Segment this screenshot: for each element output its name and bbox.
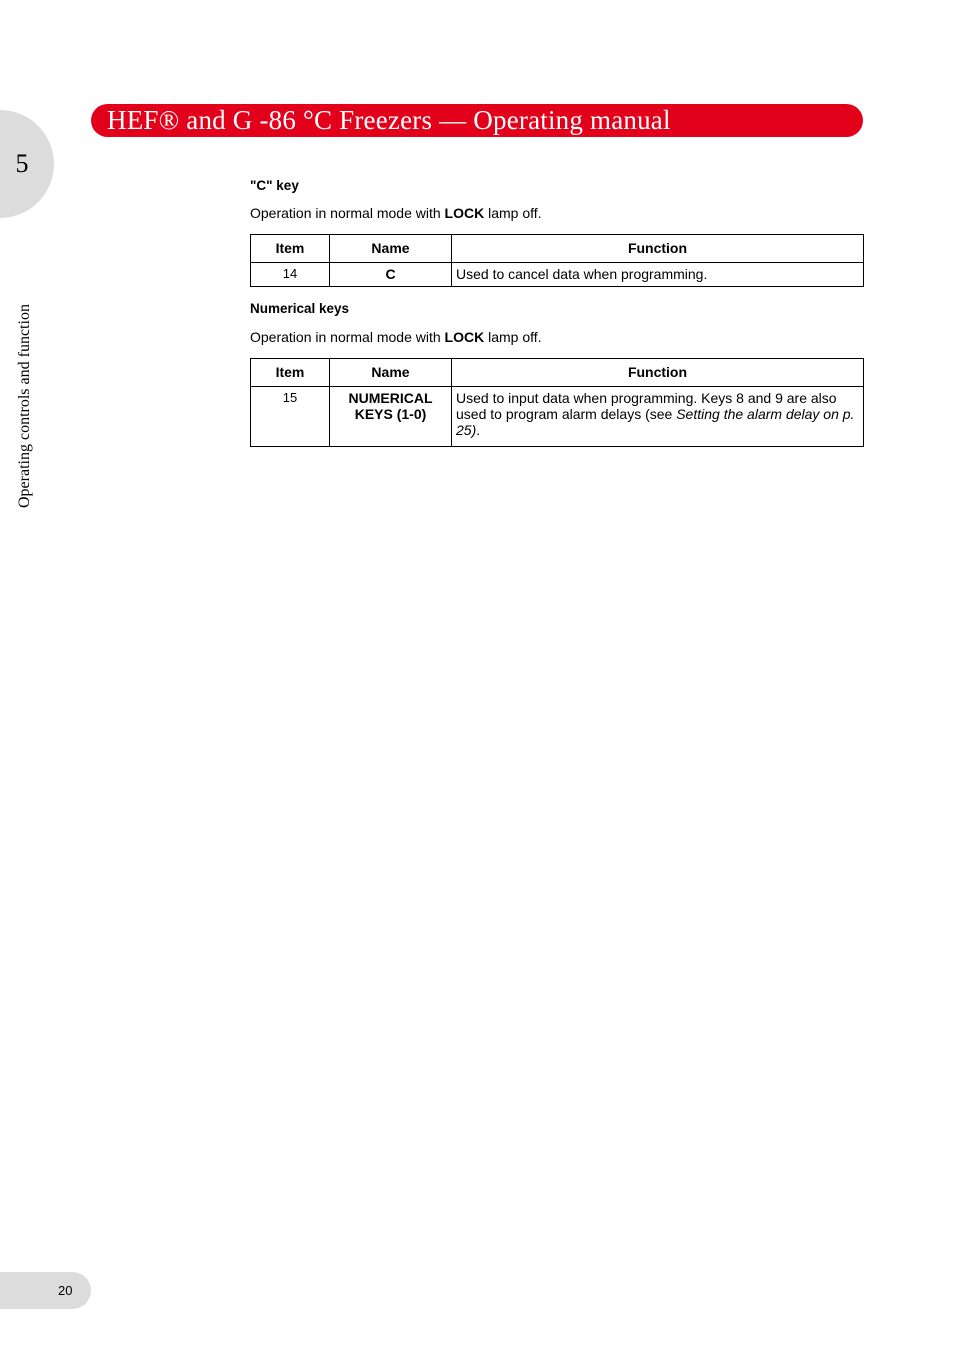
cell-name: C — [330, 263, 452, 287]
intro-text-end: lamp off. — [484, 205, 542, 221]
col-header-item: Item — [251, 359, 330, 387]
col-header-function: Function — [452, 359, 864, 387]
page-number: 20 — [58, 1283, 73, 1298]
document-title: HEF® and G -86 °C Freezers — Operating manual — [107, 105, 671, 135]
cell-item: 14 — [251, 263, 330, 287]
function-text: Used to input data when programming. Keys 8 and 9 are also used to program alarm delays (see — [456, 390, 837, 422]
cell-function — [452, 387, 864, 447]
col-header-name: Name — [330, 359, 452, 387]
chapter-number: 5 — [15, 149, 29, 178]
table-row — [251, 387, 864, 447]
numerical-keys-table — [250, 358, 864, 447]
c-key-table — [250, 234, 864, 287]
intro-text: Operation in normal mode with — [250, 329, 445, 345]
table-header-row — [251, 359, 864, 387]
chapter-tab — [0, 110, 54, 218]
function-text-end: . — [476, 422, 481, 438]
cross-reference-link[interactable]: Setting the alarm delay on p. 25) — [456, 406, 855, 438]
col-header-name: Name — [330, 235, 452, 263]
cell-function: Used to cancel data when programming. — [452, 263, 864, 287]
lock-label: LOCK — [444, 329, 485, 345]
page-number-tab — [0, 1272, 91, 1309]
intro-text: Operation in normal mode with — [250, 205, 445, 221]
table-header-row — [251, 235, 864, 263]
cell-name: NUMERICAL KEYS (1-0) — [330, 387, 452, 447]
table-row — [251, 263, 864, 287]
header-bar — [91, 104, 863, 137]
section-heading-c-key: "C" key — [250, 178, 299, 193]
section-intro-numerical-keys — [250, 329, 542, 345]
section-heading-numerical-keys: Numerical keys — [250, 301, 350, 316]
intro-text-end: lamp off. — [484, 329, 542, 345]
col-header-function: Function — [452, 235, 864, 263]
section-intro-c-key — [250, 205, 542, 221]
col-header-item: Item — [251, 235, 330, 263]
chapter-side-label: Operating controls and function — [16, 304, 33, 508]
cell-item: 15 — [251, 387, 330, 447]
lock-label: LOCK — [444, 205, 485, 221]
